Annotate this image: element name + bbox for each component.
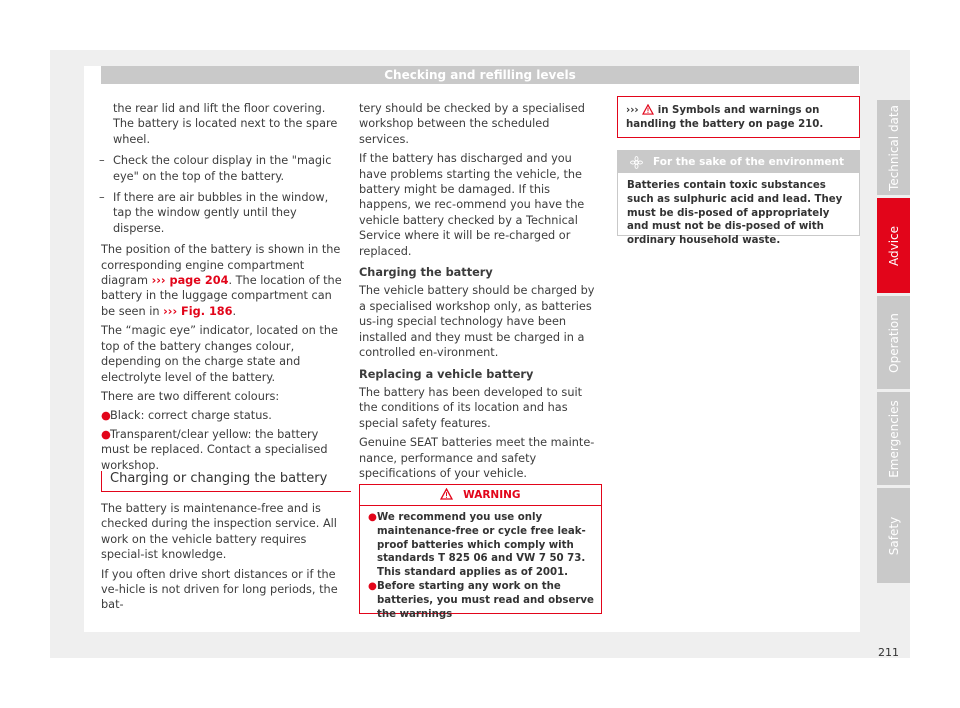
step-tap-window	[101, 190, 343, 236]
tab-technical-data[interactable]	[877, 100, 910, 195]
fig-186-link[interactable]: ››› Fig. 186	[163, 304, 233, 318]
note-text[interactable]: in Symbols and warnings on handling the battery on page 210.	[626, 105, 824, 130]
warning-triangle-icon	[642, 104, 654, 115]
environment-text: Batteries contain toxic substances such as sulphuric acid and lead. They must be dis-posed of appropriately and must not be dis-posed of with ordinary household waste.	[627, 180, 843, 247]
warning-continuation-box	[617, 96, 860, 138]
step-tap-window-text: If there are air bubbles in the window, tap the window gently until they disperse.	[113, 191, 329, 235]
page-204-link[interactable]: ››› page 204	[151, 274, 229, 288]
warning-title: WARNING	[463, 489, 521, 501]
period-text: .	[232, 304, 237, 318]
bullet-black	[101, 408, 343, 423]
tab-emergencies-label: Emergencies	[886, 399, 901, 478]
colours-intro: There are two different colours:	[101, 389, 280, 403]
column-1-lower	[101, 501, 343, 613]
charging-heading: Charging the battery	[359, 266, 493, 280]
bullet-yellow-text: Transparent/clear yellow: the battery must be replaced. Contact a specialised workshop.	[101, 427, 328, 472]
charging-paragraph: The vehicle battery should be charged by a specialised workshop only, as batteries us-ing special technology have been installed and they must be charged in a controlled en-vironment.	[359, 284, 595, 360]
battery-position-text: The position of the battery is shown in the corresponding engine compartment diagram	[101, 243, 341, 288]
workshop-paragraph: tery should be checked by a specialised workshop between the scheduled services.	[359, 102, 585, 146]
tab-advice-label: Advice	[886, 225, 901, 266]
genuine-seat-paragraph: Genuine SEAT batteries meet the mainte-nance, performance and safety specifications of your vehicle.	[359, 436, 595, 480]
bullet-dot-icon: ●	[368, 512, 377, 523]
tab-operation-label: Operation	[886, 312, 901, 373]
tab-safety-label: Safety	[886, 516, 901, 555]
bullet-dot-icon: ●	[101, 427, 111, 441]
intro-text: the rear lid and lift the floor covering. The battery is located next to the spare wheel.	[113, 102, 338, 146]
tab-technical-data-label: Technical data	[886, 104, 901, 191]
page-number: 211	[878, 646, 899, 659]
replacing-heading: Replacing a vehicle battery	[359, 367, 534, 381]
step-check-colour	[101, 153, 343, 184]
environment-box	[617, 150, 860, 247]
warning-bullet-2	[368, 580, 595, 621]
warning-triangle-icon	[440, 488, 453, 500]
section-heading: Charging or changing the battery	[101, 471, 351, 492]
warning-bullet-1	[368, 511, 595, 580]
page-header: Checking and refilling levels	[101, 66, 859, 84]
tab-advice[interactable]	[877, 198, 910, 293]
discharged-paragraph: If the battery has discharged and you have problems starting the vehicle, the battery might be damaged. If this happens, we rec-ommend you have the vehicle battery checked by a Technical Service where it will be re-charged or replaced.	[359, 152, 585, 258]
battery-location-text: . The location of the battery in the luggage compartment can be seen in	[101, 274, 342, 318]
maintenance-paragraph: The battery is maintenance-free and is checked during the inspection service. All work on the vehicle battery requires special-ist knowledge.	[101, 502, 337, 562]
tab-operation[interactable]	[877, 296, 910, 389]
step-check-colour-text: Check the colour display in the "magic eye" on the top of the battery.	[113, 154, 332, 183]
warning-box	[359, 484, 602, 620]
bullet-dot-icon: ●	[368, 580, 377, 592]
warning-bullet-1-text: We recommend you use only maintenance-free or cycle free leak-proof batteries which comply with standards T 825 06 and VW 7 50 73. This standard applies as of 2001.	[377, 512, 586, 579]
warning-bullet-2-text: Before starting any work on the batteries, you must read and observe the warnings	[377, 580, 594, 620]
column-2	[359, 101, 601, 481]
warning-header	[360, 485, 601, 506]
tab-safety[interactable]	[877, 488, 910, 583]
environment-header	[618, 151, 859, 173]
column-1	[101, 101, 343, 473]
battery-position-paragraph	[101, 242, 343, 319]
magic-eye-paragraph: The “magic eye” indicator, located on the top of the battery changes colour, depending on the charge state and electrolyte level of the battery.	[101, 324, 338, 384]
leaf-icon	[630, 156, 643, 169]
tab-emergencies[interactable]	[877, 392, 910, 485]
note-arrows: ›››	[626, 105, 639, 116]
bullet-dot-icon: ●	[101, 409, 111, 423]
short-distance-paragraph: If you often drive short distances or if the ve-hicle is not driven for long periods, the bat-	[101, 567, 338, 612]
bullet-black-text: Black: correct charge status.	[110, 409, 272, 423]
bullet-yellow	[101, 427, 343, 473]
environment-title: For the sake of the environment	[653, 156, 845, 168]
replacing-paragraph: The battery has been developed to suit the conditions of its location and has special safety features.	[359, 385, 583, 430]
